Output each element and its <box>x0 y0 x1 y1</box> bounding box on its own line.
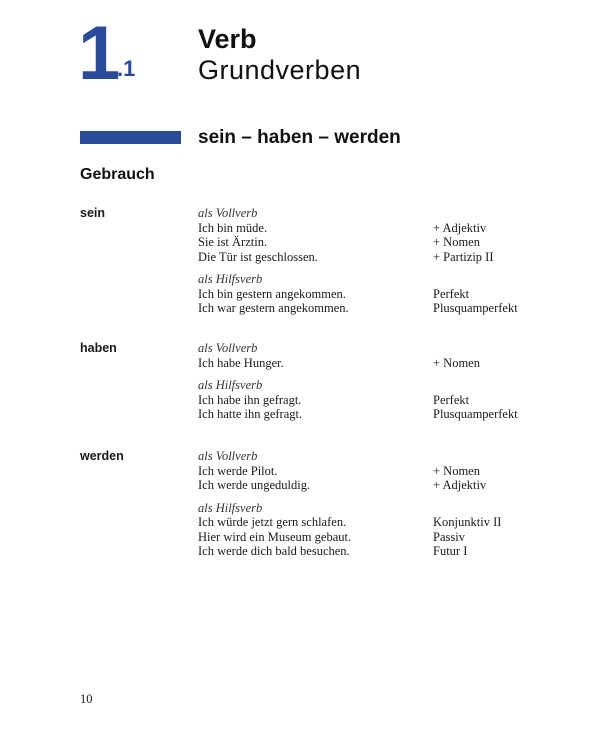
section-accent-bar <box>80 131 181 144</box>
usage-label: als Vollverb <box>198 449 258 463</box>
grammar-note: + Adjektiv <box>433 220 487 235</box>
example-sentence: Ich habe ihn gefragt. <box>198 392 302 407</box>
usage-label: als Vollverb <box>198 206 258 220</box>
usage-label: als Vollverb <box>198 341 258 355</box>
chapter-title: Verb <box>198 24 257 54</box>
grammar-note: Futur I <box>433 544 468 558</box>
example-sentence: Ich bin gestern angekommen. <box>198 286 346 301</box>
usage-label: als Hilfsverb <box>198 272 263 286</box>
subsection-heading: Gebrauch <box>80 166 155 183</box>
grammar-note: + Nomen <box>433 463 480 478</box>
example-sentence: Hier wird ein Museum gebaut. <box>198 529 352 544</box>
grammar-note: Passiv <box>433 529 465 544</box>
example-sentence: Ich habe Hunger. <box>198 355 284 370</box>
example-sentence: Sie ist Ärztin. <box>198 235 268 249</box>
grammar-note: Perfekt <box>433 286 470 301</box>
grammar-note: Perfekt <box>433 392 470 407</box>
example-sentence: Ich hatte ihn gefragt. <box>198 407 303 421</box>
example-sentence: Ich war gestern angekommen. <box>198 301 349 315</box>
grammar-note: Plusquamperfekt <box>433 301 518 315</box>
usage-label: als Hilfsverb <box>198 500 263 515</box>
example-sentence: Ich werde ungeduldig. <box>198 478 311 492</box>
grammar-note: + Adjektiv <box>433 478 487 492</box>
example-sentence: Ich bin müde. <box>198 220 268 235</box>
example-sentence: Die Tür ist geschlossen. <box>198 249 318 264</box>
chapter-number: 1 <box>78 11 119 96</box>
example-sentence: Ich werde dich bald besuchen. <box>198 544 350 558</box>
usage-label: als Hilfsverb <box>198 378 263 392</box>
chapter-subnumber: .1 <box>117 56 136 81</box>
verb-label: werden <box>80 449 124 463</box>
grammar-note: + Partizip II <box>433 249 494 264</box>
example-sentence: Ich werde Pilot. <box>198 463 278 478</box>
section-heading: sein – haben – werden <box>198 127 401 148</box>
grammar-note: Konjunktiv II <box>433 515 502 529</box>
grammar-note: + Nomen <box>433 355 480 370</box>
verb-label: sein <box>80 206 106 220</box>
page-number: 10 <box>80 692 93 706</box>
grammar-note: Plusquamperfekt <box>433 407 518 421</box>
chapter-subtitle: Grundverben <box>198 55 362 85</box>
grammar-note: + Nomen <box>433 235 480 249</box>
verb-label: haben <box>80 341 117 355</box>
example-sentence: Ich würde jetzt gern schlafen. <box>198 515 347 529</box>
